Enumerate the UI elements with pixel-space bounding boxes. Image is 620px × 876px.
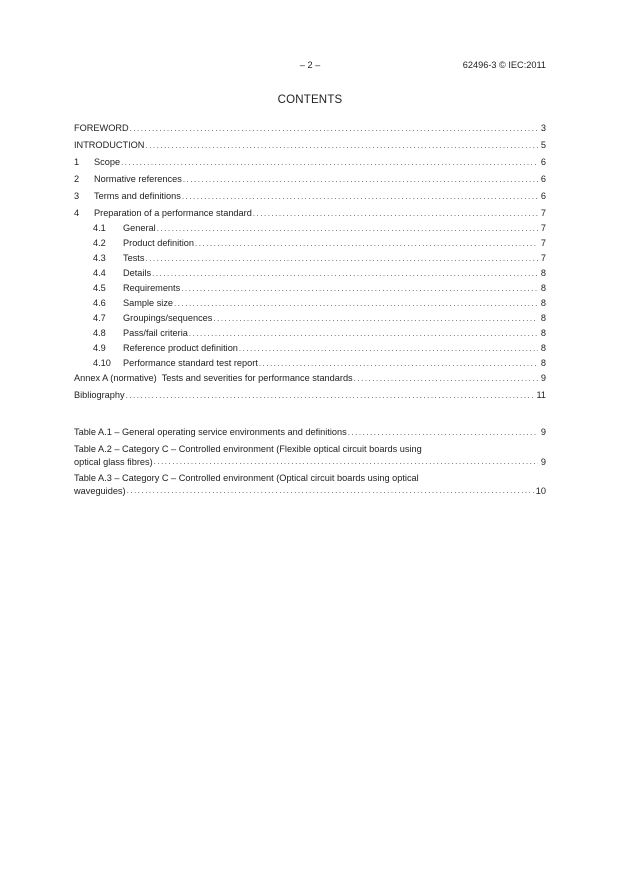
dot-leader [183,174,538,185]
toc-entry-label: Details [123,268,152,278]
dot-leader [259,358,538,369]
toc-entry-label: Reference product definition [123,343,238,353]
table-entry-label-continued: optical glass fibres) [74,456,153,467]
toc-entry-label: Requirements [123,283,181,293]
toc-entry-page: 6 [540,174,546,184]
toc-subentry-sample-size[interactable] [74,294,546,309]
toc-entry-page: 8 [540,298,546,308]
toc-subentry-details[interactable] [74,264,546,279]
toc-entry-label: Annex A (normative) Tests and severities for performance standards [74,373,353,383]
toc-entry-label: Tests [123,253,145,263]
table-entry-label: Table A.2 – Category C – Controlled environment (Flexible optical circuit boards using [74,444,422,454]
dot-leader [121,157,538,168]
toc-entry-label: Performance standard test report [123,358,258,368]
toc-subentry-general[interactable] [74,219,546,234]
dot-leader [354,373,538,384]
toc-entry-page: 8 [540,283,546,293]
toc-entry-label: Scope [94,157,121,167]
table-entry-a1[interactable] [74,421,546,438]
dot-leader [157,223,538,234]
toc-entry-page: 7 [540,253,546,263]
toc-entry-label: Groupings/sequences [123,313,213,323]
toc-entry-label: Sample size [123,298,174,308]
toc-entry-number: 4.3 [93,253,106,263]
toc-entry-number: 1 [74,157,80,167]
toc-entry-page: 6 [540,191,546,201]
toc-entry-number: 4 [74,208,80,218]
toc-entry-label: Bibliography [74,390,125,400]
toc-entry-page: 8 [540,268,546,278]
dot-leader [181,283,538,294]
dot-leader [154,456,538,469]
toc-subentry-reference-product[interactable] [74,339,546,354]
dot-leader [253,208,538,219]
dot-leader [130,123,538,134]
toc-entry-label: Preparation of a performance standard [94,208,252,218]
toc-subentry-groupings[interactable] [74,309,546,324]
dot-leader [182,191,538,202]
toc-entry-page: 5 [540,140,546,150]
dot-leader [145,253,538,264]
toc-entry-preparation[interactable] [74,202,546,219]
toc-entry-page: 8 [540,328,546,338]
toc-entry-page: 6 [540,157,546,167]
table-entry-label-continued: waveguides) [74,485,126,496]
toc-entry-page: 7 [540,223,546,233]
dot-leader [152,268,538,279]
toc-entry-page: 8 [540,343,546,353]
table-entry-a3[interactable] [74,472,546,497]
dot-leader [239,343,538,354]
toc-entry-normative-references[interactable] [74,168,546,185]
dot-leader [213,313,538,324]
toc-entry-label: Pass/fail criteria [123,328,188,338]
toc-entry-page: 9 [540,373,546,383]
toc-subentry-test-report[interactable] [74,354,546,369]
table-entry-label: Table A.1 – General operating service environments and definitions [74,427,347,437]
toc-entry-number: 4.9 [93,343,106,353]
toc-entry-foreword[interactable] [74,117,546,134]
toc-entry-number: 4.5 [93,283,106,293]
toc-entry-number: 4.2 [93,238,106,248]
dot-leader [189,328,538,339]
toc-entry-label: FOREWORD [74,123,129,133]
table-entry-page: 9 [540,427,546,437]
toc-entry-number: 4.7 [93,313,106,323]
toc-entry-scope[interactable] [74,151,546,168]
toc-entry-terms-and-definitions[interactable] [74,185,546,202]
toc-subentry-pass-fail[interactable] [74,324,546,339]
toc-subentry-tests[interactable] [74,249,546,264]
toc-subentry-requirements[interactable] [74,279,546,294]
toc-entry-bibliography[interactable] [74,384,546,401]
dot-leader [127,485,535,498]
list-of-tables [74,421,546,497]
dot-leader [126,390,536,401]
toc-subentry-product-definition[interactable] [74,234,546,249]
toc-entry-label: Terms and definitions [94,191,181,201]
table-of-contents [74,117,546,401]
toc-entry-page: 8 [540,313,546,323]
toc-entry-page: 7 [540,238,546,248]
dot-leader [145,140,538,151]
toc-entry-page: 11 [536,390,546,400]
toc-entry-number: 2 [74,174,80,184]
toc-entry-number: 4.4 [93,268,106,278]
dot-leader [195,238,538,249]
toc-entry-number: 4.1 [93,223,106,233]
toc-entry-page: 7 [540,208,546,218]
toc-entry-page: 8 [540,358,546,368]
page-number: – 2 – [299,60,321,70]
dot-leader [348,427,538,438]
toc-entry-label: Normative references [94,174,182,184]
dot-leader [174,298,538,309]
document-id: 62496-3 © IEC:2011 [462,60,546,70]
table-entry-page: 10 [535,485,546,496]
table-entry-label: Table A.3 – Category C – Controlled environment (Optical circuit boards using optical [74,473,419,483]
toc-entry-page: 3 [540,123,546,133]
table-entry-a2[interactable] [74,443,546,468]
toc-entry-label: INTRODUCTION [74,140,145,150]
toc-entry-introduction[interactable] [74,134,546,151]
toc-entry-label: Product definition [123,238,194,248]
toc-entry-number: 4.6 [93,298,106,308]
toc-title: CONTENTS [277,94,343,106]
toc-entry-number: 4.8 [93,328,106,338]
toc-entry-annex-a[interactable] [74,369,546,384]
toc-entry-number: 4.10 [93,358,111,368]
toc-entry-number: 3 [74,191,80,201]
table-entry-page: 9 [540,456,546,467]
toc-entry-label: General [123,223,156,233]
